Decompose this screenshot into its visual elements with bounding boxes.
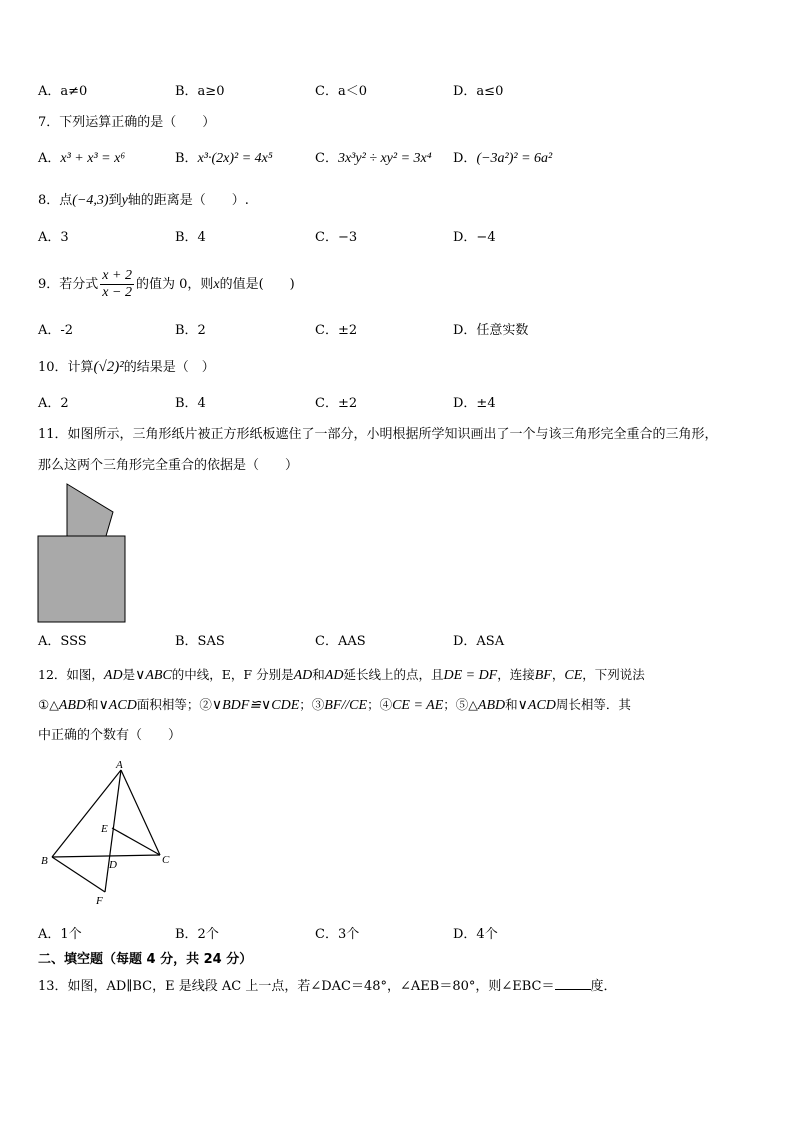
q12-triangle-abc: ∨ABC bbox=[135, 668, 172, 683]
q7-option-c-expr: 3x³y² ÷ xy² = 3x⁴ bbox=[337, 151, 432, 166]
q12-option-a: A．1个 bbox=[38, 927, 82, 942]
q8-axis: y bbox=[121, 193, 128, 208]
q12-stem-line3: 中正确的个数有（ ） bbox=[38, 728, 182, 743]
q8-option-d: D．−4 bbox=[453, 230, 496, 245]
q13-answer-blank[interactable] bbox=[555, 977, 591, 990]
q7-option-b-label: B． bbox=[175, 151, 198, 166]
q10-option-b: B．4 bbox=[175, 396, 206, 411]
q7-option-d-label: D． bbox=[453, 151, 477, 166]
q13-text: 13．如图，AD∥BC，E 是线段 AC 上一点，若∠DAC＝48°，∠AEB＝80°，则∠EBC＝ bbox=[38, 979, 555, 994]
q12-bf: BF bbox=[534, 668, 552, 683]
q9-option-c: C．±2 bbox=[315, 323, 358, 338]
q9-option-a: A．-2 bbox=[38, 323, 74, 338]
q9-stem bbox=[38, 266, 295, 304]
q6-option-a: A．a≠0 bbox=[38, 84, 88, 99]
q12-label-e: E bbox=[101, 823, 108, 835]
section-2-heading: 二、填空题（每题 4 分，共 24 分） bbox=[38, 952, 253, 967]
q12-l1-p8: ，下列说法 bbox=[582, 667, 645, 682]
q8-stem-prefix: 8．点 bbox=[38, 193, 73, 208]
q12-label-b: B bbox=[41, 855, 48, 867]
q12-l1-p1: 12．如图， bbox=[38, 667, 104, 682]
q10-option-a: A．2 bbox=[38, 396, 69, 411]
q11-option-d: D．ASA bbox=[453, 634, 505, 649]
q7-option-b bbox=[175, 150, 273, 168]
q7-option-d bbox=[453, 150, 552, 168]
q9-stem-mid: 的值为 0，则 bbox=[135, 277, 214, 292]
q12-segment-ac bbox=[121, 770, 160, 855]
q8-option-b: B．4 bbox=[175, 230, 206, 245]
q12-ce: CE bbox=[564, 668, 583, 683]
q12-l2-p8: 周长相等．其 bbox=[555, 697, 631, 712]
q7-stem: 7．下列运算正确的是（ ） bbox=[38, 115, 216, 130]
q8-point: (−4,3) bbox=[72, 193, 109, 208]
q13-stem bbox=[38, 977, 617, 996]
q10-option-c: C．±2 bbox=[315, 396, 358, 411]
q11-square-board bbox=[38, 536, 125, 622]
q9-option-d: D．任意实数 bbox=[453, 323, 529, 338]
q12-l1-p2: 是 bbox=[122, 667, 136, 682]
q12-acd-2: ∨ACD bbox=[517, 698, 556, 713]
q12-l2-p6: ；⑤△ bbox=[443, 697, 478, 712]
q7-option-a-expr: x³ + x³ = x⁶ bbox=[60, 151, 126, 166]
q7-option-c-label: C． bbox=[315, 151, 338, 166]
q12-stem-line1 bbox=[38, 666, 645, 685]
q11-figure bbox=[36, 482, 130, 624]
q12-label-d: D bbox=[109, 859, 117, 871]
q12-l2-p4: ；③ bbox=[299, 697, 325, 712]
q12-option-c: C．3个 bbox=[315, 927, 360, 942]
q12-l1-p6: ，连接 bbox=[497, 667, 535, 682]
q9-fraction bbox=[100, 268, 134, 301]
q12-parallel: BF//CE bbox=[324, 698, 368, 713]
q12-l2-p5: ；④ bbox=[367, 697, 393, 712]
q8-option-a: A．3 bbox=[38, 230, 69, 245]
q13-suffix: 度． bbox=[590, 979, 617, 994]
q7-option-c bbox=[315, 150, 432, 168]
q11-option-a: A．SSS bbox=[38, 634, 87, 649]
q10-option-d: D．±4 bbox=[453, 396, 496, 411]
q11-stem-line2: 那么这两个三角形完全重合的依据是（ ） bbox=[38, 458, 299, 473]
q12-label-f: F bbox=[96, 895, 103, 907]
q7-option-a-label: A． bbox=[38, 151, 61, 166]
q6-option-b: B．a≥0 bbox=[175, 84, 225, 99]
q12-congruence: ∨BDF≌∨CDE bbox=[211, 698, 300, 713]
q11-triangle-fragment bbox=[67, 484, 113, 536]
q9-var: x bbox=[213, 277, 220, 292]
q12-segment-ab bbox=[52, 770, 121, 857]
q12-l2-p3: 面积相等；② bbox=[136, 697, 212, 712]
q10-stem bbox=[38, 358, 215, 377]
q9-numerator: x + 2 bbox=[102, 268, 132, 283]
q9-denominator: x − 2 bbox=[102, 285, 132, 300]
q8-stem-suffix: 轴的距离是（ ）. bbox=[127, 193, 249, 208]
q9-option-b: B．2 bbox=[175, 323, 206, 338]
q11-stem-line1: 11．如图所示，三角形纸片被正方形纸板遮住了一部分，小明根据所学知识画出了一个与该三角形完全重合的三角形， bbox=[38, 427, 718, 442]
q12-abd-2: ABD bbox=[477, 698, 506, 713]
q10-expr: (√2)² bbox=[93, 359, 124, 375]
q12-option-d: D．4个 bbox=[453, 927, 498, 942]
q7-option-d-expr: (−3a²)² = 6a² bbox=[476, 151, 553, 166]
q7-option-b-expr: x³·(2x)² = 4x⁵ bbox=[197, 151, 273, 166]
q12-label-a: A bbox=[116, 759, 123, 771]
q11-option-c: C．AAS bbox=[315, 634, 366, 649]
q12-l2-p2: 和 bbox=[86, 697, 99, 712]
q12-ad-2: AD bbox=[293, 668, 313, 683]
q12-ce-ae: CE = AE bbox=[392, 698, 444, 713]
q12-segment-bc bbox=[52, 855, 160, 857]
q10-stem-prefix: 10．计算 bbox=[38, 360, 94, 375]
q12-ad-1: AD bbox=[103, 668, 123, 683]
q12-l1-p4: 和 bbox=[312, 667, 325, 682]
q12-label-c: C bbox=[162, 854, 170, 866]
q8-stem-mid: 到 bbox=[108, 193, 122, 208]
q6-option-c: C．a＜0 bbox=[315, 84, 367, 99]
q9-stem-prefix: 9．若分式 bbox=[38, 277, 99, 292]
q12-segment-ce bbox=[112, 828, 160, 855]
q12-ad-3: AD bbox=[324, 668, 344, 683]
q9-stem-suffix: 的值是( ) bbox=[219, 277, 295, 292]
q12-l2-p1: ①△ bbox=[38, 697, 59, 712]
q12-de-df: DE = DF bbox=[443, 668, 498, 683]
q7-option-a bbox=[38, 150, 125, 168]
q12-l1-p3: 的中线，E，F 分别是 bbox=[171, 667, 294, 682]
q12-l1-p7: ， bbox=[551, 667, 565, 682]
q12-abd-1: ABD bbox=[58, 698, 87, 713]
q12-option-b: B．2个 bbox=[175, 927, 219, 942]
q11-option-b: B．SAS bbox=[175, 634, 225, 649]
q12-stem-line2 bbox=[38, 696, 631, 715]
q8-stem bbox=[38, 192, 249, 210]
q12-figure bbox=[38, 758, 178, 908]
q12-l2-p7: 和 bbox=[505, 697, 518, 712]
q10-stem-suffix: 的结果是（ ） bbox=[123, 360, 215, 375]
q12-l1-p5: 延长线上的点，且 bbox=[343, 667, 444, 682]
q8-option-c: C．−3 bbox=[315, 230, 358, 245]
q6-option-d: D．a≤0 bbox=[453, 84, 504, 99]
q12-segment-bf bbox=[52, 857, 105, 892]
q12-acd-1: ∨ACD bbox=[98, 698, 137, 713]
